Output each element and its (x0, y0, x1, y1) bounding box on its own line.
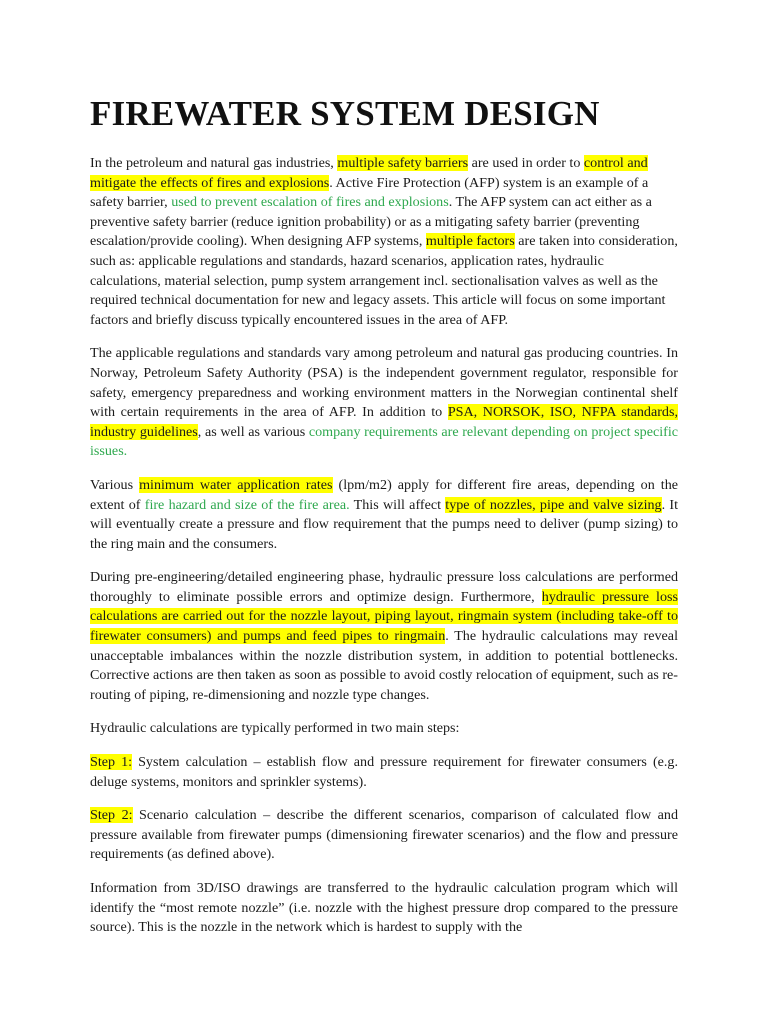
paragraph-intro: In the petroleum and natural gas industries, multiple safety barriers are used in order to control and mitigate the effects of fires and explosions. Active Fire Protection (AFP) system is an example of a safety barrier, used to prevent escalation of fires and explosions. The AFP system can act either as a preventive safety barrier (reduce ignition probability) or as a mitigating safety barrier (preventing escalation/provide cooling). When designing AFP systems, multiple factors are taken into consideration, such as: applicable regulations and standards, hazard scenarios, application rates, hydraulic calculations, material selection, pump system arrangement incl. sectionalisation valves as well as the required technical documentation for new and legacy assets. This article will focus on some important factors and briefly discuss typically encountered issues in the area of AFP. (90, 155, 678, 328)
paragraph-remote-nozzle: Information from 3D/ISO drawings are transferred to the hydraulic calculation program which will identify the “most remote nozzle” (i.e. nozzle with the highest pressure drop compared to the pressure source). This is the nozzle in the network which is hardest to supply with the (90, 880, 678, 936)
paragraph-steps-intro: Hydraulic calculations are typically performed in two main steps: (90, 720, 460, 737)
paragraph-application-rates: Various minimum water application rates (lpm/m2) apply for different fire areas, depending on the extent of fire hazard and size of the fire area. This will affect type of nozzles, pipe and valve sizing. It will eventually create a pressure and flow requirement that the pumps need to deliver (pump sizing) to the ring main and the consumers. (90, 476, 679, 552)
green-text: company requirements are relevant depending on project specific issues. (90, 423, 678, 460)
highlight: PSA, NORSOK, ISO, NFPA standards, industry guidelines (90, 404, 678, 440)
highlight: hydraulic pressure loss calculations are carried out for the nozzle layout, piping layout, ringmain system (including take-off to firewater consumers) and pumps and feed pipes to ringmain (90, 588, 678, 645)
green-text: used to prevent escalation of fires and explosions (171, 194, 449, 211)
paragraph-hydraulic-loss: During pre-engineering/detailed engineering phase, hydraulic pressure loss calculations are performed thoroughly to eliminate possible errors and optimize design. Furthermore, hydraulic pressure loss calculations are carried out for the nozzle layout, piping layout, ringmain system (including take-off to firewater consumers) and pumps and feed pipes to ringmain. The hydraulic calculations may reveal unacceptable imbalances within the nozzle distribution system, in addition to potential bottlenecks. Corrective actions are then taken as soon as possible to avoid costly relocation of equipment, such as re-routing of piping, re-dimensioning and nozzle type changes. (90, 569, 678, 703)
page-title: FIREWATER SYSTEM DESIGN (90, 94, 600, 133)
green-text: fire hazard and size of the fire area. (144, 496, 350, 513)
paragraph-step-2: Step 2: Scenario calculation – describe the different scenarios, comparison of calculated flow and pressure available from firewater pumps (dimensioning firewater scenarios) and the flow and pressure requirements (as defined above). (90, 807, 678, 863)
highlight: control and mitigate the effects of fires and explosions (90, 155, 648, 191)
highlight: Step 2: (90, 807, 133, 824)
highlight: multiple safety barriers (337, 155, 469, 171)
highlight: Step 1: (90, 754, 133, 771)
highlight: multiple factors (425, 233, 515, 250)
paragraph-regulations: The applicable regulations and standards vary among petroleum and natural gas producing countries. In Norway, Petroleum Safety Authority (PSA) is the independent government regulator, responsible for safety, emergency preparedness and working environment matters in the Norwegian continental shelf with certain requirements in the area of AFP. In addition to PSA, NORSOK, ISO, NFPA standards, industry guidelines, as well as various company requirements are relevant depending on project specific issues. (90, 345, 678, 460)
highlight: minimum water application rates (139, 476, 333, 493)
highlight: type of nozzles, pipe and valve sizing (445, 496, 662, 513)
paragraph-step-1: Step 1: System calculation – establish flow and pressure requirement for firewater consumers (e.g. deluge systems, monitors and sprinkler systems). (90, 754, 678, 790)
